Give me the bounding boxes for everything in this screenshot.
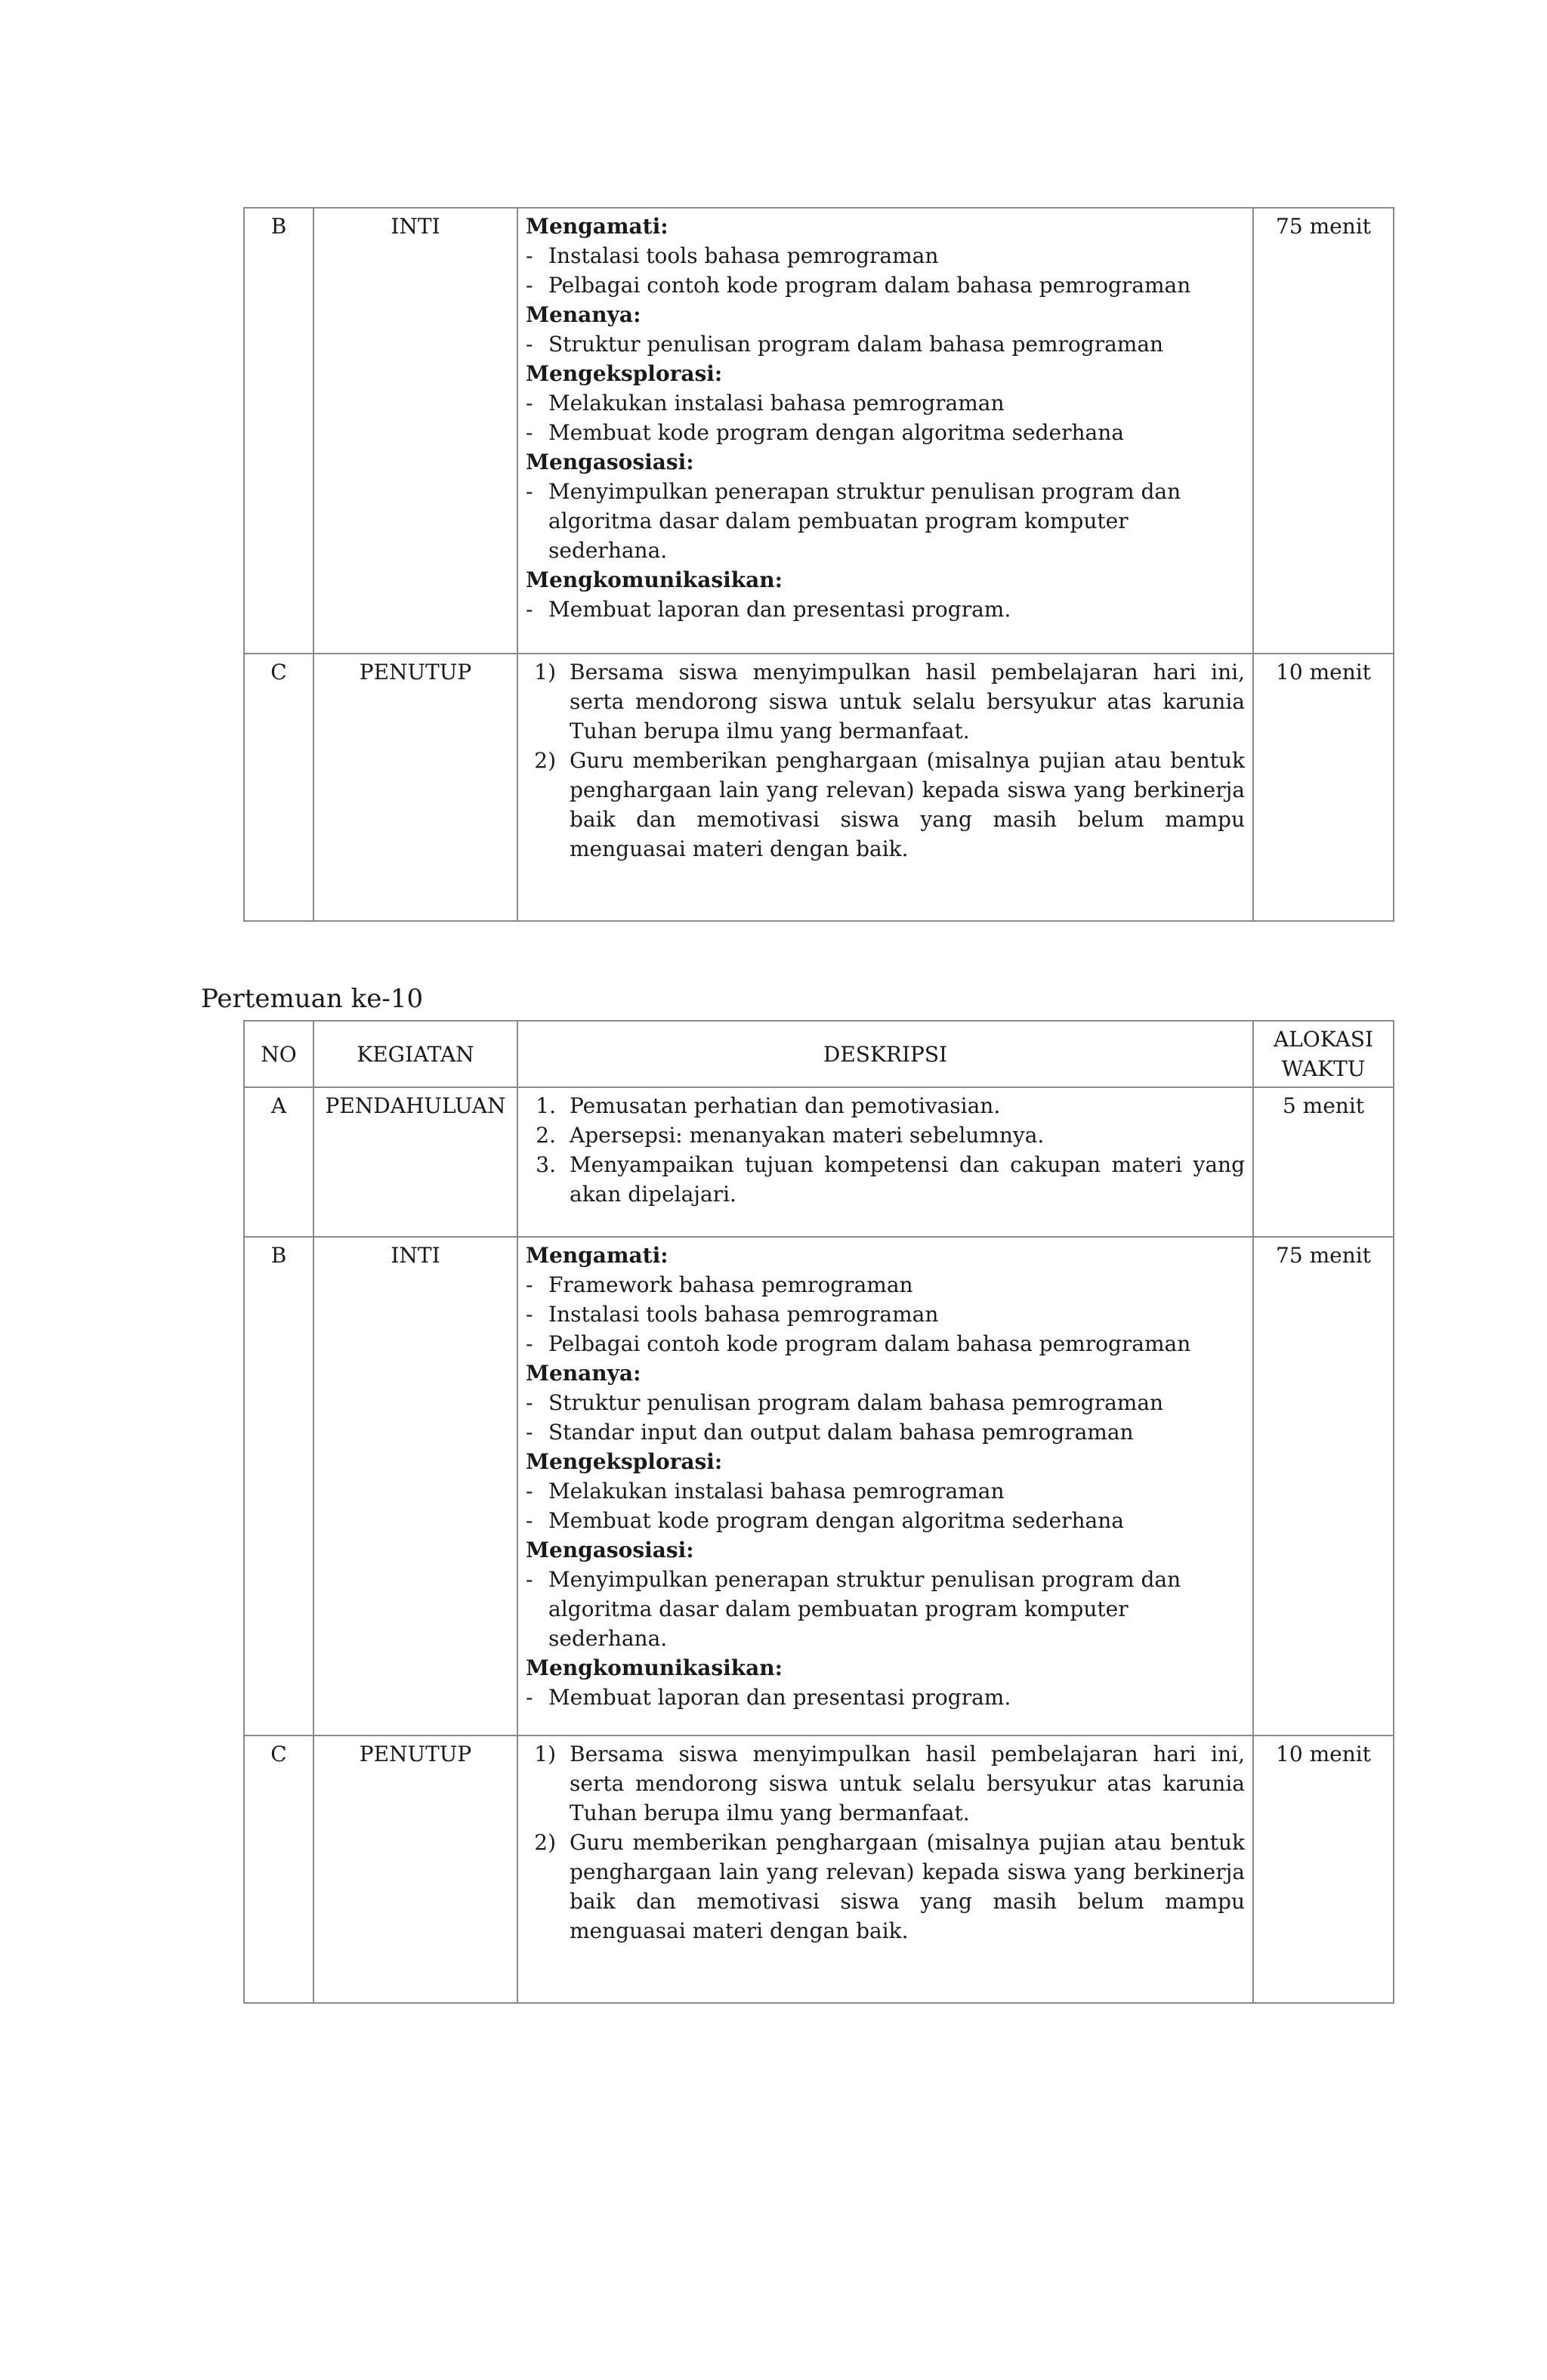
section-title: Mengkomunikasikan:: [526, 1655, 783, 1680]
section-title: Mengasosiasi:: [526, 1538, 694, 1562]
lesson-table: [243, 1020, 1394, 2004]
lesson-table-continued: [243, 207, 1394, 922]
cell-alokasi: 75 menit: [1253, 208, 1394, 654]
list-item: 2. Apersepsi: menanyakan materi sebelumnya.: [536, 1123, 1045, 1148]
list-item: - Membuat kode program dengan algoritma sederhana: [526, 420, 1124, 445]
cell-deskripsi: [517, 1736, 1253, 2003]
section-title: Mengamati:: [526, 214, 669, 239]
list-item: 1) Bersama siswa menyimpulkan hasil pembelajaran hari ini, serta mendorong siswa untuk selalu bersyukur atas karunia Tuhan berupa ilmu yang bermanfaat.: [534, 1742, 1245, 1825]
cell-kegiatan: PENDAHULUAN: [313, 1087, 517, 1237]
cell-alokasi: 10 menit: [1253, 654, 1394, 921]
list-item: - Membuat kode program dengan algoritma sederhana: [526, 1508, 1124, 1533]
table-row-penutup: [244, 1736, 1394, 2003]
header-kegiatan: KEGIATAN: [313, 1021, 517, 1087]
list-item: - Struktur penulisan program dalam bahasa pemrograman: [526, 332, 1164, 357]
cell-no: B: [244, 1237, 313, 1736]
list-item: - Melakukan instalasi bahasa pemrograman: [526, 1479, 1005, 1504]
cell-kegiatan: INTI: [313, 208, 517, 654]
table-row-pendahuluan: [244, 1087, 1394, 1237]
header-no: NO: [244, 1021, 313, 1087]
section-mengkomunikasikan: [526, 565, 1245, 624]
cell-kegiatan: PENUTUP: [313, 1736, 517, 2003]
list-item: - Pelbagai contoh kode program dalam bahasa pemrograman: [526, 1331, 1191, 1356]
list-item: 3. Menyampaikan tujuan kompetensi dan cakupan materi yang akan dipelajari.: [536, 1152, 1245, 1207]
section-menanya: [526, 300, 1245, 359]
list-item: - Melakukan instalasi bahasa pemrograman: [526, 391, 1005, 416]
section-title: Menanya:: [526, 302, 641, 327]
header-deskripsi: DESKRIPSI: [517, 1021, 1253, 1087]
list-item: 1. Pemusatan perhatian dan pemotivasian.: [536, 1093, 1001, 1118]
cell-deskripsi: [517, 1087, 1253, 1237]
cell-deskripsi: [517, 1237, 1253, 1736]
meeting-heading: Pertemuan ke-10: [201, 984, 424, 1014]
section-mengamati: [526, 1241, 1245, 1358]
cell-no: A: [244, 1087, 313, 1237]
cell-kegiatan: INTI: [313, 1237, 517, 1736]
list-item: - Menyimpulkan penerapan struktur penulisan program dan algoritma dasar dalam pembuatan program komputer sederhana.: [526, 1567, 1181, 1651]
cell-deskripsi: [517, 208, 1253, 654]
section-mengasosiasi: [526, 1535, 1245, 1653]
list-item: - Membuat laporan dan presentasi program.: [526, 1685, 1011, 1710]
cell-no: B: [244, 208, 313, 654]
list-item: 1) Bersama siswa menyimpulkan hasil pembelajaran hari ini, serta mendorong siswa untuk selalu bersyukur atas karunia Tuhan berupa ilmu yang bermanfaat.: [534, 660, 1245, 743]
section-menanya: [526, 1358, 1245, 1447]
table-row-penutup: [244, 654, 1394, 921]
list-item: - Menyimpulkan penerapan struktur penulisan program dan algoritma dasar dalam pembuatan program komputer sederhana.: [526, 479, 1181, 563]
header-alokasi: ALOKASI WAKTU: [1253, 1021, 1394, 1087]
list-item: 2) Guru memberikan penghargaan (misalnya pujian atau bentuk penghargaan lain yang relevan) kepada siswa yang berkinerja baik dan memotivasi siswa yang masih belum mampu menguasai materi dengan baik.: [534, 748, 1245, 861]
list-item: - Membuat laporan dan presentasi program.: [526, 597, 1011, 622]
cell-kegiatan: PENUTUP: [313, 654, 517, 921]
section-title: Mengeksplorasi:: [526, 361, 723, 386]
cell-alokasi: 10 menit: [1253, 1736, 1394, 2003]
list-item: - Pelbagai contoh kode program dalam bahasa pemrograman: [526, 273, 1191, 298]
section-title: Mengkomunikasikan:: [526, 567, 783, 592]
section-title: Mengasosiasi:: [526, 450, 694, 474]
cell-deskripsi: [517, 654, 1253, 921]
list-item: - Standar input dan output dalam bahasa pemrograman: [526, 1420, 1134, 1445]
section-mengasosiasi: [526, 447, 1245, 565]
section-mengeksplorasi: [526, 359, 1245, 447]
list-item: - Instalasi tools bahasa pemrograman: [526, 243, 939, 268]
section-title: Mengeksplorasi:: [526, 1449, 723, 1474]
table-row-inti: [244, 1237, 1394, 1736]
cell-no: C: [244, 654, 313, 921]
section-title: Mengamati:: [526, 1243, 669, 1268]
cell-no: C: [244, 1736, 313, 2003]
section-mengkomunikasikan: [526, 1653, 1245, 1712]
list-item: 2) Guru memberikan penghargaan (misalnya pujian atau bentuk penghargaan lain yang relevan) kepada siswa yang berkinerja baik dan memotivasi siswa yang masih belum mampu menguasai materi dengan baik.: [534, 1830, 1245, 1943]
table-row-inti: [244, 208, 1394, 654]
section-mengamati: [526, 212, 1245, 300]
section-mengeksplorasi: [526, 1447, 1245, 1535]
table-header-row: [244, 1021, 1394, 1087]
section-title: Menanya:: [526, 1361, 641, 1386]
cell-alokasi: 5 menit: [1253, 1087, 1394, 1237]
list-item: - Struktur penulisan program dalam bahasa pemrograman: [526, 1390, 1164, 1415]
list-item: - Framework bahasa pemrograman: [526, 1272, 913, 1297]
cell-alokasi: 75 menit: [1253, 1237, 1394, 1736]
list-item: - Instalasi tools bahasa pemrograman: [526, 1302, 939, 1327]
